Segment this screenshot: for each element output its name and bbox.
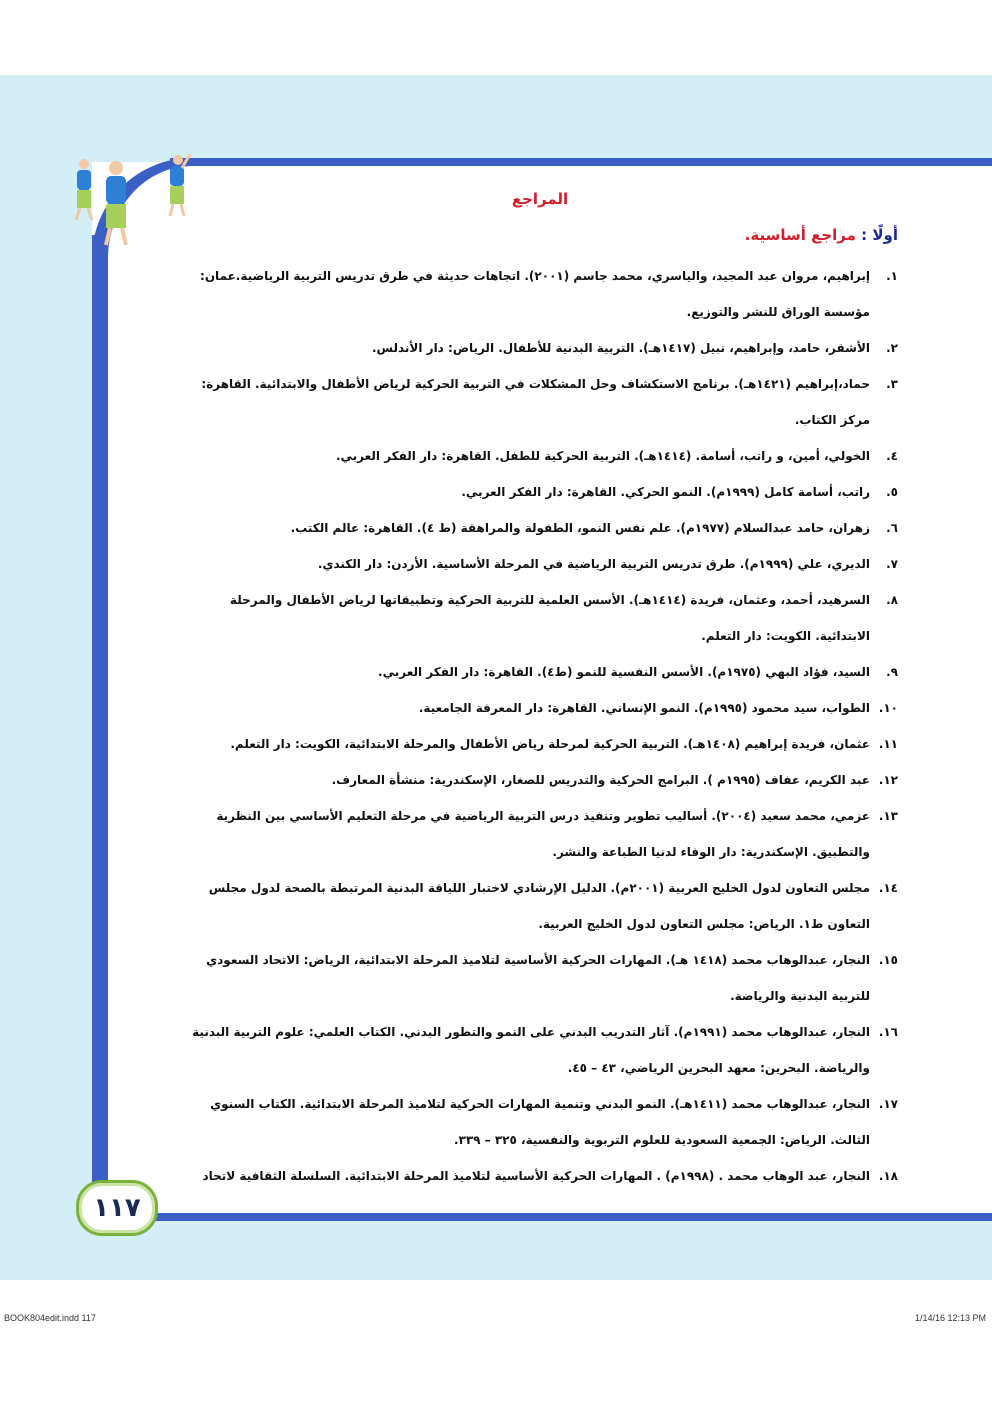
reference-number: ١.: [886, 269, 898, 283]
reference-number: ١٦.: [878, 1025, 898, 1039]
references-list: [178, 258, 898, 1194]
reference-text: الخولي، أمين، و راتب، أسامة. (١٤١٤هـ). التربية الحركية للطفل. القاهرة: دار الفكر العربي.: [335, 449, 870, 463]
reference-item: [178, 438, 898, 474]
reference-text: السيد، فؤاد البهي (١٩٧٥م). الأسس النفسية للنمو (ط٤). القاهرة: دار الفكر العربي.: [378, 665, 870, 679]
reference-text: راتب، أسامة كامل (١٩٩٩م). النمو الحركي. القاهرة: دار الفكر العربي.: [461, 485, 870, 499]
reference-number: ٥.: [886, 485, 898, 499]
reference-text: الديري، علي (١٩٩٩م). طرق تدريس التربية الرياضية في المرحلة الأساسية. الأردن: دار الكندي.: [317, 557, 870, 571]
reference-item: [178, 1014, 898, 1086]
left-border-bar: [92, 235, 108, 1185]
reference-number: ١٨.: [878, 1169, 898, 1183]
reference-item: [178, 330, 898, 366]
reference-item: [178, 726, 898, 762]
children-illustration: [66, 150, 196, 250]
child-figure-1: [76, 159, 92, 220]
reference-item: [178, 474, 898, 510]
reference-number: ١٧.: [878, 1097, 898, 1111]
section-label: مراجع أساسية.: [744, 226, 856, 244]
reference-item: [178, 546, 898, 582]
reference-text: النجار، عبد الوهاب محمد . (١٩٩٨م) . المهارات الحركية الأساسية لتلاميذ المرحلة الابتدائية. السلسلة الثقافية لاتحاد: [202, 1169, 870, 1183]
reference-text: الأشقر، حامد، وإبراهيم، نبيل (١٤١٧هـ). التربية البدنية للأطفال. الرياض: دار الأندلس.: [371, 341, 870, 355]
reference-item: [178, 510, 898, 546]
page-number-badge: ١١٧: [76, 1180, 158, 1236]
reference-item: [178, 1086, 898, 1158]
reference-number: ٢.: [886, 341, 898, 355]
reference-number: ٧.: [886, 557, 898, 571]
reference-number: ١٥.: [878, 953, 898, 967]
reference-number: ١١.: [878, 737, 898, 751]
reference-item: [178, 690, 898, 726]
section-ordinal: أولًا :: [861, 226, 898, 244]
reference-item: [178, 942, 898, 1014]
page-title: المراجع: [511, 190, 569, 208]
top-rule: [170, 158, 992, 166]
reference-text: النجار، عبدالوهاب محمد (١٤١١هـ). النمو البدني وتنمية المهارات الحركية لتلاميذ المرحلة الابتدائية. الكتاب السنوي الثالث. الرياض: الجمعية السعودية للعلوم التربوية والنفسية، ٣٢٥ – ٣٣٩.: [210, 1097, 870, 1147]
reference-item: [178, 582, 898, 654]
child-figure-3: [170, 154, 190, 216]
reference-text: الطواب، سيد محمود (١٩٩٥م). النمو الإنساني. القاهرة: دار المعرفة الجامعية.: [418, 701, 870, 715]
reference-text: السرهيد، أحمد، وعثمان، فريدة (١٤١٤هـ). الأسس العلمية للتربية الحركية وتطبيقاتها لرياض الأطفال والمرحلة الابتدائية. الكويت: دار التعلم.: [229, 593, 870, 643]
reference-item: [178, 870, 898, 942]
reference-item: [178, 654, 898, 690]
footer-file-info: BOOK804edit.indd 117: [4, 1313, 96, 1323]
reference-number: ٦.: [886, 521, 898, 535]
reference-item: [178, 798, 898, 870]
reference-item: [178, 762, 898, 798]
section-heading: [745, 226, 898, 244]
reference-number: ١٣.: [878, 809, 898, 823]
reference-item: [178, 1158, 898, 1194]
reference-text: مجلس التعاون لدول الخليج العربية (٢٠٠١م). الدليل الإرشادي لاختبار اللياقة البدنية المرتبطة بالصحة لدول مجلس التعاون ط١. الرياض: مجلس التعاون لدول الخليج العربية.: [208, 881, 870, 931]
reference-number: ٤.: [886, 449, 898, 463]
reference-item: [178, 366, 898, 438]
reference-number: ١٢.: [878, 773, 898, 787]
reference-number: ٨.: [886, 593, 898, 607]
child-figure-2: [106, 161, 126, 245]
reference-number: ٣.: [886, 377, 898, 391]
reference-text: عبد الكريم، عفاف (١٩٩٥م ). البرامج الحركية والتدريس للصغار، الإسكندرية: منشأة المعارف.: [331, 773, 870, 787]
reference-text: عثمان، فريدة إبراهيم (١٤٠٨هـ). التربية الحركية لمرحلة رياض الأطفال والمرحلة الابتدائية، الكويت: دار التعلم.: [230, 737, 870, 751]
reference-number: ٩.: [886, 665, 898, 679]
reference-text: النجار، عبدالوهاب محمد (١٩٩١م). آثار التدريب البدني على النمو والتطور البدني. الكتاب العلمي: علوم التربية البدنية والرياضة. البحرين: معهد البحرين الرياضي، ٤٣ – ٤٥.: [192, 1025, 870, 1075]
reference-text: زهران، حامد عبدالسلام (١٩٧٧م). علم نفس النمو، الطفولة والمراهقة (ط ٤). القاهرة: عالم الكتب.: [290, 521, 870, 535]
reference-text: إبراهيم، مروان عبد المجيد، والياسري، محمد جاسم (٢٠٠١). اتجاهات حديثة في طرق تدريس التربية الرياضية.عمان: مؤسسة الوراق للنشر والتوزيع.: [200, 269, 870, 319]
bottom-rule: [108, 1213, 992, 1221]
reference-number: ١٤.: [878, 881, 898, 895]
footer-timestamp: 1/14/16 12:13 PM: [914, 1313, 986, 1323]
reference-item: [178, 258, 898, 330]
reference-text: عزمي، محمد سعيد (٢٠٠٤). أساليب تطوير وتنفيذ درس التربية الرياضية في مرحلة التعليم الأساسي بين النظرية والتطبيق. الإسكندرية: دار الوفاء لدنيا الطباعة والنشر.: [216, 809, 870, 859]
reference-text: النجار، عبدالوهاب محمد (١٤١٨ هـ). المهارات الحركية الأساسية لتلاميذ المرحلة الابتدائية، الرياض: الاتحاد السعودي للتربية البدنية والرياضة.: [206, 953, 870, 1003]
reference-number: ١٠.: [878, 701, 898, 715]
reference-text: حماد،إبراهيم (١٤٢١هـ). برنامج الاستكشاف وحل المشكلات في التربية الحركية لرياض الأطفال والابتدائية. القاهرة: مركز الكتاب.: [201, 377, 870, 427]
